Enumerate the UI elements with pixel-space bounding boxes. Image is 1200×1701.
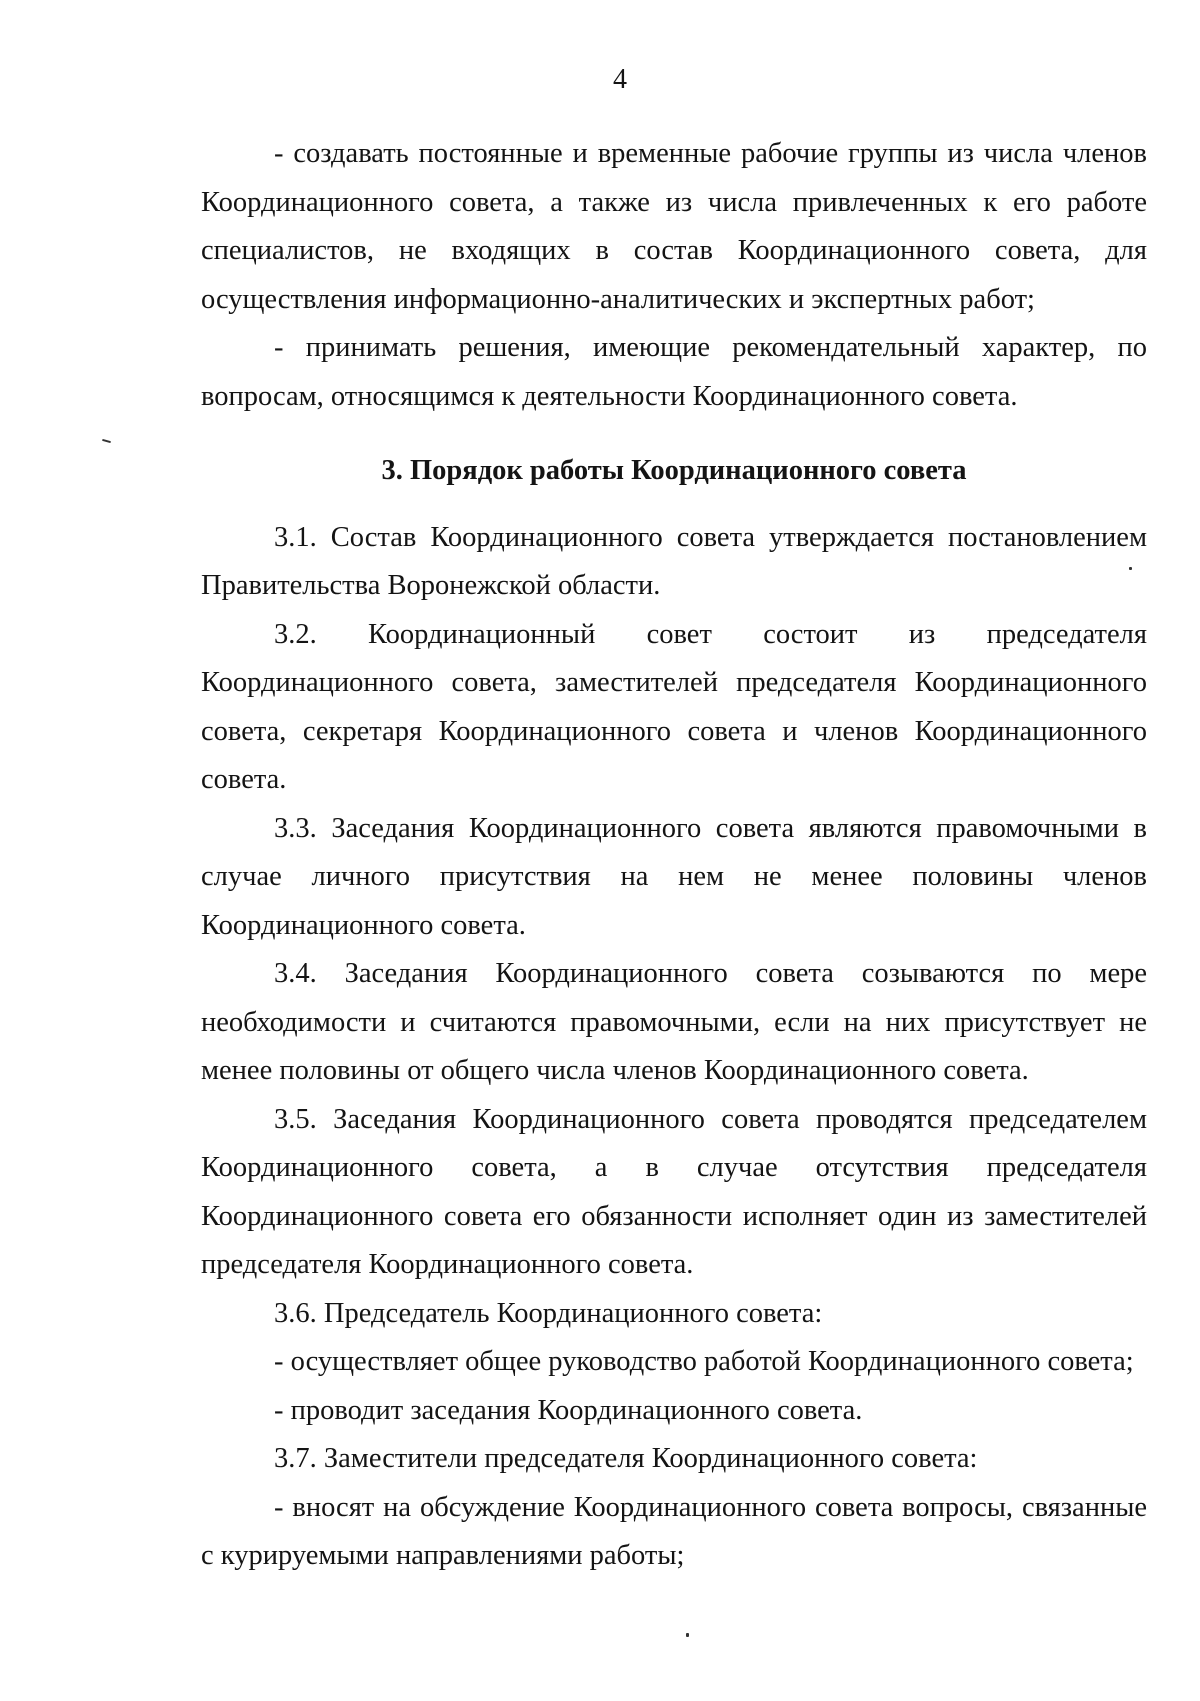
document-body <box>201 130 1147 1581</box>
paragraph-3-7: 3.7. Заместители председателя Координационного совета: <box>274 1443 978 1474</box>
list-item-submit-questions: - вносят на обсуждение Координационного совета вопросы, связанные с курируемыми направлениями работы; <box>201 1491 1147 1571</box>
list-item-conducts-meetings: - проводит заседания Координационного совета. <box>274 1394 863 1426</box>
paragraph-make-decisions: - принимать решения, имеющие рекомендательный характер, по вопросам, относящимся к деятельности Координационного совета. <box>201 332 1147 412</box>
list-item-general-management: - осуществляет общее руководство работой Координационного совета; <box>274 1346 1134 1377</box>
paragraph-3-5: 3.5. Заседания Координационного совета проводятся председателем Координационного совета, а в случае отсутствия председателя Координационного совета его обязанности исполняет один из заместителей председателя Координационного совета. <box>201 1103 1147 1280</box>
page-number: 4 <box>613 64 627 95</box>
paragraph-3-4: 3.4. Заседания Координационного совета созываются по мере необходимости и считаются правомочными, если на них присутствует не менее половины от общего числа членов Координационного совета. <box>201 958 1147 1086</box>
paragraph-3-3: 3.3. Заседания Координационного совета являются правомочными в случае личного присутствия на нем не менее половины членов Координационного совета. <box>201 812 1147 941</box>
section-heading: 3. Порядок работы Координационного совета <box>381 455 967 486</box>
paragraph-3-2: 3.2. Координационный совет состоит из председателя Координационного совета, заместителей председателя Координационного совета, секретаря Координационного совета и членов Координационного совета. <box>201 618 1147 795</box>
scan-artifact-dot <box>686 1633 689 1637</box>
scan-artifact-dash <box>102 439 111 443</box>
paragraph-3-1: 3.1. Состав Координационного совета утверждается постановлением Правительства Воронежской области. <box>201 521 1147 601</box>
paragraph-create-working-groups: - создавать постоянные и временные рабочие группы из числа членов Координационного совета, а также из числа привлеченных к его работе специалистов, не входящих в состав Координационного совета, для осуществления информационно-аналитических и экспертных работ; <box>201 138 1147 315</box>
paragraph-3-6: 3.6. Председатель Координационного совета: <box>274 1297 823 1329</box>
